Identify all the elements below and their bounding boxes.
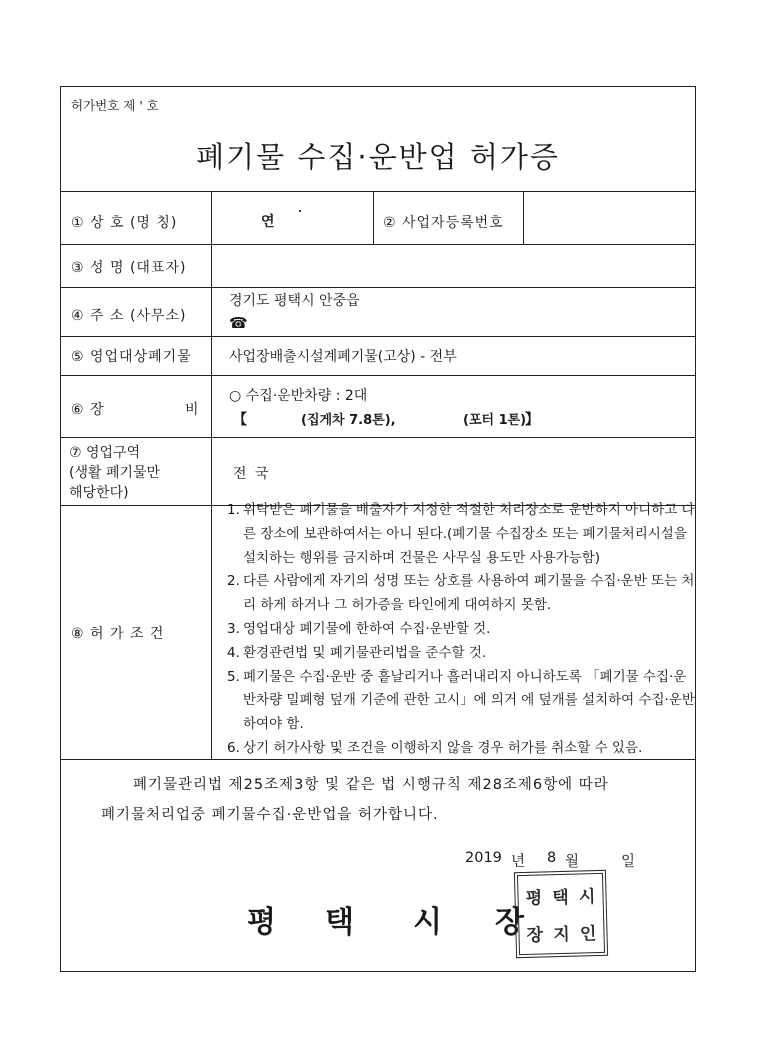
row-divider — [61, 437, 695, 438]
phone-icon: ☎ — [229, 314, 248, 332]
row-divider — [61, 336, 695, 337]
business-name-value: 연 — [261, 214, 275, 230]
equipment-vehicle-count: ○ 수집·운반차량 : 2대 — [229, 388, 368, 404]
bracket-open: 【 — [233, 412, 247, 428]
issuer-char: 평 — [247, 905, 276, 940]
issuer-char: 장 — [495, 905, 524, 940]
equipment-label: ⑥ 장 — [71, 402, 105, 418]
bracket-close: 】 — [525, 412, 539, 428]
conditions-list — [219, 499, 697, 761]
row-divider — [61, 375, 695, 376]
permit-number: 허가번호 제 ' 호 — [71, 98, 159, 113]
legal-basis-text: 폐기물관리법 제25조제3항 및 같은 법 시행규칙 제28조제6항에 따라 — [133, 777, 609, 793]
row-divider — [61, 244, 695, 245]
permit-document — [60, 86, 696, 972]
business-area-value: 전 국 — [233, 466, 271, 482]
waste-target-label: ⑤ 영업대상폐기물 — [71, 349, 192, 365]
column-divider — [523, 191, 524, 244]
page-title: 폐기물 수집·운반업 허가증 — [196, 140, 560, 174]
row-divider — [61, 287, 695, 288]
business-area-label-line: 해당한다) — [69, 485, 129, 501]
official-seal-stamp: 평 택 시 장 지 인 — [514, 870, 608, 958]
condition-item: 5. 폐기물은 수집·운반 중 흩날리거나 흘러내리지 아니하도록 「폐기물 수집·운반차량 밀폐형 덮개 기준에 관한 고시」에 의거 에 덮개를 설치하여 수집·운반하여야 함. — [227, 668, 695, 733]
representative-label: ③ 성 명 (대표자) — [71, 260, 187, 276]
date-year-unit: 년 — [511, 854, 526, 870]
table-top-line — [61, 191, 695, 192]
issuer-char: 택 — [325, 905, 354, 940]
vehicle-item: (집게차 7.8톤), — [301, 413, 396, 428]
condition-item: 3. 영업대상 폐기물에 한하여 수집·운반할 것. — [227, 620, 491, 637]
condition-item: 4. 환경관련법 및 폐기물관리법을 준수할 것. — [227, 644, 487, 661]
vehicle-item: (포터 1톤) — [463, 413, 527, 428]
business-area-label-line: (생활 폐기물만 — [69, 465, 161, 481]
condition-item: 2. 다른 사람에게 자기의 성명 또는 상호를 사용하여 폐기물을 수집·운반 또는 처리 하게 하거나 그 허가증을 타인에게 대여하지 못함. — [227, 573, 695, 614]
issuer-char: 시 — [413, 905, 442, 940]
business-name-label: ① 상 호 (명 칭) — [71, 215, 178, 231]
label-column-divider — [211, 191, 212, 759]
business-area-label-line: ⑦ 영업구역 — [69, 445, 141, 461]
condition-item: 1. 위탁받은 폐기물을 배출자가 지정한 적절한 처리장소로 운반하지 아니하고 다른 장소에 보관하여서는 아니 된다.(폐기물 수집장소 또는 폐기물처리시설을 설치하는 행위를 금지하며 건물은 사무실 용도만 사용가능함) — [227, 502, 695, 566]
condition-item: 6. 상기 허가사항 및 조건을 이행하지 않을 경우 허가를 취소할 수 있음. — [227, 739, 643, 756]
permission-statement: 폐기물처리업중 폐기물수집·운반업을 허가합니다. — [101, 807, 439, 823]
equipment-label-end: 비 — [185, 402, 200, 418]
address-value: 경기도 평택시 안중읍 — [229, 293, 360, 309]
column-divider — [373, 191, 374, 244]
waste-target-value: 사업장배출시설계폐기물(고상) - 전부 — [229, 349, 457, 365]
address-label: ④ 주 소 (사무소) — [71, 308, 187, 324]
conditions-label: ⑧ 허 가 조 건 — [71, 626, 165, 642]
date-year: 2019 — [465, 850, 502, 866]
date-month-unit: 월 — [565, 854, 580, 870]
date-day-unit: 일 — [621, 854, 636, 870]
date-month: 8 — [547, 850, 557, 866]
biz-reg-no-label: ② 사업자등록번호 — [383, 215, 504, 231]
ink-mark — [299, 210, 301, 212]
